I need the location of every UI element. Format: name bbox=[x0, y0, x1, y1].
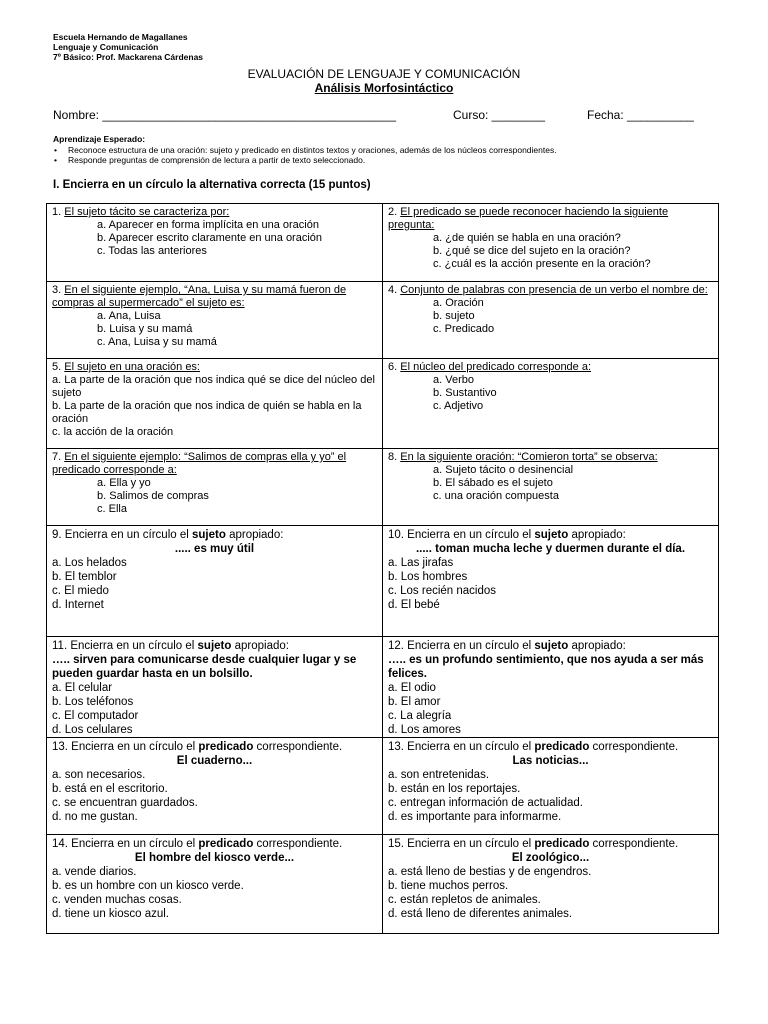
aprendizaje-item: • Reconoce estructura de una oración: sujeto y predicado en distintos textos y oraciones, además de los núcleos correspondientes. bbox=[68, 145, 557, 156]
option: b. ¿qué se dice del sujeto en la oración? bbox=[433, 245, 631, 257]
question-14: 14. Encierra en un círculo el predicado correspondiente. El hombre del kiosco verde... a. vende diarios. b. es un hombre con un kiosco verde. c. venden muchas cosas. d. tiene un kiosco azul. bbox=[46, 834, 383, 934]
question-text: El predicado se puede reconocer haciendo la siguiente pregunta: bbox=[388, 206, 669, 231]
option: c. El computador bbox=[52, 710, 139, 722]
option: b. Los hombres bbox=[388, 571, 468, 583]
option: a. Sujeto tácito o desinencial bbox=[433, 464, 574, 476]
option: a. Oración bbox=[433, 297, 484, 309]
question-prompt: ….. sirven para comunicarse desde cualquier lugar y se pueden guardar hasta en un bolsillo. bbox=[52, 654, 357, 680]
option: b. es un hombre con un kiosco verde. bbox=[52, 880, 244, 892]
option: c. La alegría bbox=[388, 710, 452, 722]
option: b. tiene muchos perros. bbox=[388, 880, 509, 892]
option: a. Verbo bbox=[433, 374, 474, 386]
option: d. Los amores bbox=[388, 724, 461, 736]
question-prompt: ….. es un profundo sentimiento, que nos ayuda a ser más felices. bbox=[388, 654, 704, 680]
option: a. son necesarios. bbox=[52, 769, 146, 781]
option: b. Salimos de compras bbox=[97, 490, 209, 502]
question-6: 6. El núcleo del predicado corresponde a: a. Verbo b. Sustantivo c. Adjetivo bbox=[382, 358, 719, 449]
option: c. Ana, Luisa y su mamá bbox=[97, 336, 217, 348]
option: c. Todas las anteriores bbox=[97, 245, 207, 257]
question-10: 10. Encierra en un círculo el sujeto apropiado: ..... toman mucha leche y duermen durante el día. a. Las jirafas b. Los hombres c. Los recién nacidos d. El bebé bbox=[382, 525, 719, 637]
option: a. Las jirafas bbox=[388, 557, 454, 569]
question-11: 11. Encierra en un círculo el sujeto apropiado: ….. sirven para comunicarse desde cualquier lugar y se pueden guardar hasta en un bolsillo. a. El celular b. Los teléfonos c. El computador d. Los celulares bbox=[46, 636, 383, 738]
question-9: 9. Encierra en un círculo el sujeto apropiado: ..... es muy útil a. Los helados b. El temblor c. El miedo d. Internet bbox=[46, 525, 383, 637]
question-13a: 13. Encierra en un círculo el predicado correspondiente. El cuaderno... a. son necesarios. b. está en el escritorio. c. se encuentran guardados. d. no me gustan. bbox=[46, 737, 383, 835]
curso-field: Curso: ________ bbox=[453, 108, 546, 122]
option: b. La parte de la oración que nos indica de quién se habla en la oración bbox=[52, 400, 362, 425]
option: a. vende diarios. bbox=[52, 866, 137, 878]
question-5: 5. El sujeto en una oración es: a. La parte de la oración que nos indica qué se dice del núcleo del sujeto b. La parte de la oración que nos indica de quién se habla en la oración c. la acción de la oración bbox=[46, 358, 383, 449]
option: b. está en el escritorio. bbox=[52, 783, 168, 795]
option: a. El celular bbox=[52, 682, 113, 694]
school-name: Escuela Hernando de Magallanes bbox=[53, 32, 188, 42]
course-teacher: 7º Básico: Prof. Mackarena Cárdenas bbox=[53, 52, 204, 62]
question-4: 4. Conjunto de palabras con presencia de un verbo el nombre de: a. Oración b. sujeto c. Predicado bbox=[382, 281, 719, 359]
subject-name: Lenguaje y Comunicación bbox=[53, 42, 159, 52]
table-row bbox=[46, 281, 719, 359]
option: a. Ana, Luisa bbox=[97, 310, 161, 322]
option: d. tiene un kiosco azul. bbox=[52, 908, 169, 920]
option: a. La parte de la oración que nos indica qué se dice del núcleo del sujeto bbox=[52, 374, 375, 399]
page-subtitle: Análisis Morfosintáctico bbox=[314, 81, 454, 95]
option: a. son entretenidas. bbox=[388, 769, 490, 781]
section-heading: I. Encierra en un círculo la alternativa correcta (15 puntos) bbox=[53, 179, 371, 191]
option: b. Sustantivo bbox=[433, 387, 497, 399]
questions-table bbox=[46, 203, 719, 934]
aprendizaje-heading: Aprendizaje Esperado: bbox=[53, 134, 146, 144]
question-prompt: Las noticias... bbox=[512, 755, 589, 767]
table-row bbox=[46, 737, 719, 835]
table-row bbox=[46, 834, 719, 934]
option: d. es importante para informarme. bbox=[388, 811, 562, 823]
option: b. El amor bbox=[388, 696, 441, 708]
question-prompt: ..... es muy útil bbox=[174, 543, 255, 555]
option: c. venden muchas cosas. bbox=[52, 894, 182, 906]
option: c. Los recién nacidos bbox=[388, 585, 497, 597]
question-prompt: ..... toman mucha leche y duermen durante el día. bbox=[415, 543, 686, 555]
option: a. Los helados bbox=[52, 557, 127, 569]
table-row bbox=[46, 636, 719, 738]
question-15: 15. Encierra en un círculo el predicado correspondiente. El zoológico... a. está lleno de bestias y de engendros. b. tiene muchos perros. c. están repletos de animales. d. está lleno de diferentes animales. bbox=[382, 834, 719, 934]
option: d. no me gustan. bbox=[52, 811, 138, 823]
option: d. El bebé bbox=[388, 599, 440, 611]
question-text: En el siguiente ejemplo: “Salimos de compras ella y yo” el predicado corresponde a: bbox=[52, 451, 347, 476]
option: b. El sábado es el sujeto bbox=[433, 477, 553, 489]
school-header bbox=[53, 32, 203, 62]
aprendizaje-item: • Responde preguntas de comprensión de lectura a partir de texto seleccionado. bbox=[68, 155, 557, 166]
option: c. se encuentran guardados. bbox=[52, 797, 198, 809]
question-prompt: El hombre del kiosco verde... bbox=[134, 852, 295, 864]
option: a. El odio bbox=[388, 682, 436, 694]
option: c. Predicado bbox=[433, 323, 495, 335]
option: c. la acción de la oración bbox=[52, 426, 174, 438]
question-text: Conjunto de palabras con presencia de un verbo el nombre de: bbox=[400, 284, 708, 296]
question-2: 2. El predicado se puede reconocer haciendo la siguiente pregunta: a. ¿de quién se habla en una oración? b. ¿qué se dice del sujeto en la oración? c. ¿cuál es la acción presente en la oración? bbox=[382, 203, 719, 282]
aprendizaje-block bbox=[53, 134, 557, 166]
question-text: En la siguiente oración: “Comieron torta” se observa: bbox=[400, 451, 658, 463]
question-12: 12. Encierra en un círculo el sujeto apropiado: ….. es un profundo sentimiento, que nos ayuda a ser más felices. a. El odio b. El amor c. La alegría d. Los amores bbox=[382, 636, 719, 738]
question-text: El sujeto en una oración es: bbox=[64, 361, 200, 373]
option: c. una oración compuesta bbox=[433, 490, 559, 502]
question-13b: 13. Encierra en un círculo el predicado correspondiente. Las noticias... a. son entretenidas. b. están en los reportajes. c. entregan información de actualidad. d. es importante para informarme. bbox=[382, 737, 719, 835]
option: c. El miedo bbox=[52, 585, 109, 597]
question-prompt: El cuaderno... bbox=[176, 755, 253, 767]
option: a. está lleno de bestias y de engendros. bbox=[388, 866, 592, 878]
question-prompt: El zoológico... bbox=[511, 852, 590, 864]
option: c. Adjetivo bbox=[433, 400, 484, 412]
option: d. Los celulares bbox=[52, 724, 133, 736]
option: d. está lleno de diferentes animales. bbox=[388, 908, 573, 920]
option: c. ¿cuál es la acción presente en la oración? bbox=[433, 258, 651, 270]
table-row bbox=[46, 525, 719, 637]
option: c. están repletos de animales. bbox=[388, 894, 541, 906]
question-1: 1. El sujeto tácito se caracteriza por: a. Aparecer en forma implícita en una oración b. Aparecer escrito claramente en una oración c. Todas las anteriores bbox=[46, 203, 383, 282]
page-title: EVALUACIÓN DE LENGUAJE Y COMUNICACIÓN bbox=[247, 67, 521, 81]
option: b. están en los reportajes. bbox=[388, 783, 521, 795]
aprendizaje-list bbox=[53, 145, 557, 166]
option: b. El temblor bbox=[52, 571, 117, 583]
option: a. Aparecer en forma implícita en una oración bbox=[97, 219, 319, 231]
question-text: En el siguiente ejemplo, “Ana, Luisa y su mamá fueron de compras al supermercado” el sujeto es: bbox=[52, 284, 347, 309]
option: b. Luisa y su mamá bbox=[97, 323, 193, 335]
question-8: 8. En la siguiente oración: “Comieron torta” se observa: a. Sujeto tácito o desinencial b. El sábado es el sujeto c. una oración compuesta bbox=[382, 448, 719, 526]
option: c. entregan información de actualidad. bbox=[388, 797, 583, 809]
question-text: El núcleo del predicado corresponde a: bbox=[400, 361, 592, 373]
nombre-field: Nombre: ____________________________________________ bbox=[53, 108, 396, 122]
question-text: El sujeto tácito se caracteriza por: bbox=[64, 206, 230, 218]
option: a. ¿de quién se habla en una oración? bbox=[433, 232, 621, 244]
fecha-field: Fecha: __________ bbox=[587, 108, 694, 122]
table-row bbox=[46, 203, 719, 282]
option: b. sujeto bbox=[433, 310, 475, 322]
option: a. Ella y yo bbox=[97, 477, 151, 489]
question-3: 3. En el siguiente ejemplo, “Ana, Luisa y su mamá fueron de compras al supermercado” el sujeto es: a. Ana, Luisa b. Luisa y su mamá c. Ana, Luisa y su mamá bbox=[46, 281, 383, 359]
option: b. Aparecer escrito claramente en una oración bbox=[97, 232, 323, 244]
table-row bbox=[46, 358, 719, 449]
question-7: 7. En el siguiente ejemplo: “Salimos de compras ella y yo” el predicado corresponde a: a. Ella y yo b. Salimos de compras c. Ella bbox=[46, 448, 383, 526]
option: b. Los teléfonos bbox=[52, 696, 134, 708]
table-row bbox=[46, 448, 719, 526]
option: c. Ella bbox=[97, 503, 127, 515]
option: d. Internet bbox=[52, 599, 104, 611]
